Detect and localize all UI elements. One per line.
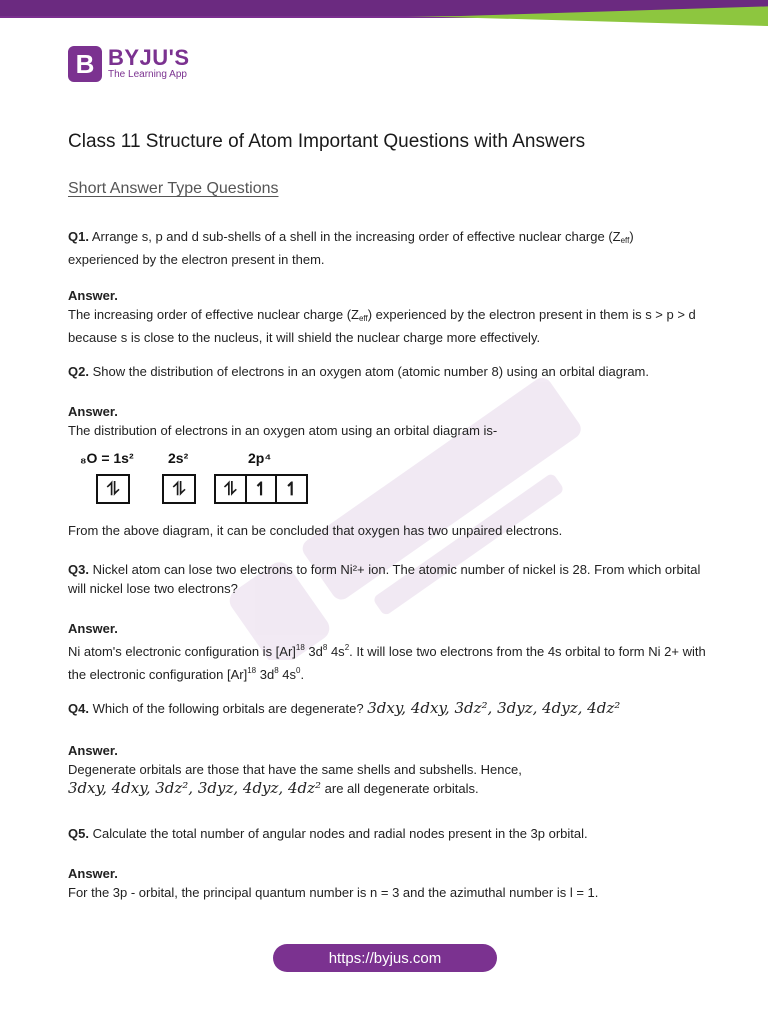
a3-sup: 8 (322, 643, 328, 652)
q4-math: 3dxy, 4dxy, 3dz², 3dyz, 4dyz, 4dz² (367, 699, 621, 717)
answer-2 (68, 402, 708, 440)
question-5 (68, 824, 708, 843)
a4-text-a: Degenerate orbitals are those that have the same shells and subshells. Hence, (68, 762, 522, 777)
question-1 (68, 227, 708, 269)
question-3 (68, 560, 708, 598)
a4-math: 3dxy, 4dxy, 3dz², 3dyz, 4dyz, 4dz² (68, 779, 322, 797)
orbital-diagram (80, 450, 340, 512)
brand-logo[interactable] (68, 46, 190, 82)
q5-label: Q5. (68, 826, 89, 841)
od-box-2p (214, 474, 308, 504)
od-box-2s (162, 474, 196, 504)
a4-text-b: are all degenerate orbitals. (324, 781, 479, 796)
a1-sub: eff (358, 314, 368, 323)
a3-text: . It will lose two electrons from the 4s orbital to form Ni 2+ with the electronic configuration [Ar] (68, 644, 706, 682)
a1-label: Answer. (68, 288, 118, 303)
a1-text-b: ) experienced by the electron present in them is s > p > d because s is close to the nucleus, it will shield the nuclear charge more effectively. (68, 307, 696, 345)
q3-label: Q3. (68, 562, 89, 577)
answer-4 (68, 741, 708, 798)
question-2 (68, 362, 708, 381)
a2-text: The distribution of electrons in an oxygen atom using an orbital diagram is- (68, 423, 498, 438)
q2-label: Q2. (68, 364, 89, 379)
a5-text: For the 3p - orbital, the principal quantum number is n = 3 and the azimuthal number is l = 1. (68, 885, 599, 900)
section-heading: Short Answer Type Questions (68, 180, 279, 197)
page-title: Class 11 Structure of Atom Important Questions with Answers (68, 131, 586, 152)
logo-mark-icon: B (68, 46, 102, 82)
a3-sup: 0 (296, 666, 301, 675)
q5-text: Calculate the total number of angular nodes and radial nodes present in the 3p orbital. (92, 826, 588, 841)
a3-text-a: Ni atom's electronic configuration is [Ar] (68, 644, 296, 659)
a3-sup: 18 (295, 643, 305, 652)
od-label-2s: 2s² (168, 450, 189, 466)
a3-sup: 18 (247, 666, 257, 675)
od-cell-2p-2: ↿ (245, 476, 276, 502)
q4-text: Which of the following orbitals are degenerate? (92, 701, 364, 716)
q1-text-b: ) experienced by the electron present in them. (68, 229, 634, 267)
a2-label: Answer. (68, 404, 118, 419)
a3-text: 3d (256, 667, 275, 682)
q3-text: Nickel atom can lose two electrons to form Ni²+ ion. The atomic number of nickel is 28. From which orbital will nickel lose two electrons? (68, 562, 701, 596)
answer-1 (68, 286, 708, 347)
q2-conclusion: From the above diagram, it can be concluded that oxygen has two unpaired electrons. (68, 523, 563, 538)
od-cell-1s: ⥮ (106, 478, 120, 499)
a4-label: Answer. (68, 743, 118, 758)
a3-sup: 8 (274, 666, 279, 675)
logo-tagline: The Learning App (108, 69, 187, 80)
a3-text: 3d (304, 644, 323, 659)
od-label-1s: ₈O = 1s² (80, 450, 134, 466)
a3-text: 4s (278, 667, 296, 682)
footer-url-link[interactable]: https://byjus.com (273, 944, 497, 972)
a3-sup: 2 (344, 643, 350, 652)
od-cell-2p-3: ↿ (275, 476, 306, 502)
od-cell-2s: ⥮ (172, 478, 186, 499)
q1-text-a: Arrange s, p and d sub-shells of a shell in the increasing order of effective nuclear charge (Z (91, 229, 621, 244)
q1-sub: eff (620, 236, 630, 245)
q1-label: Q1. (68, 229, 89, 244)
a3-text: 4s (327, 644, 345, 659)
a3-label: Answer. (68, 621, 118, 636)
a1-text-a: The increasing order of effective nuclear charge (Z (68, 307, 359, 322)
logo-name: BYJU'S (108, 45, 190, 70)
a5-label: Answer. (68, 866, 118, 881)
answer-3 (68, 619, 708, 684)
logo-text (108, 47, 190, 81)
question-4 (68, 699, 708, 718)
od-box-1s (96, 474, 130, 504)
a3-text: . (300, 667, 305, 682)
q4-label: Q4. (68, 701, 89, 716)
answer-5 (68, 864, 708, 902)
q2-text: Show the distribution of electrons in an oxygen atom (atomic number 8) using an orbital diagram. (92, 364, 649, 379)
od-label-2p: 2p⁴ (248, 450, 272, 466)
od-cell-2p-1: ⥮ (223, 478, 237, 499)
